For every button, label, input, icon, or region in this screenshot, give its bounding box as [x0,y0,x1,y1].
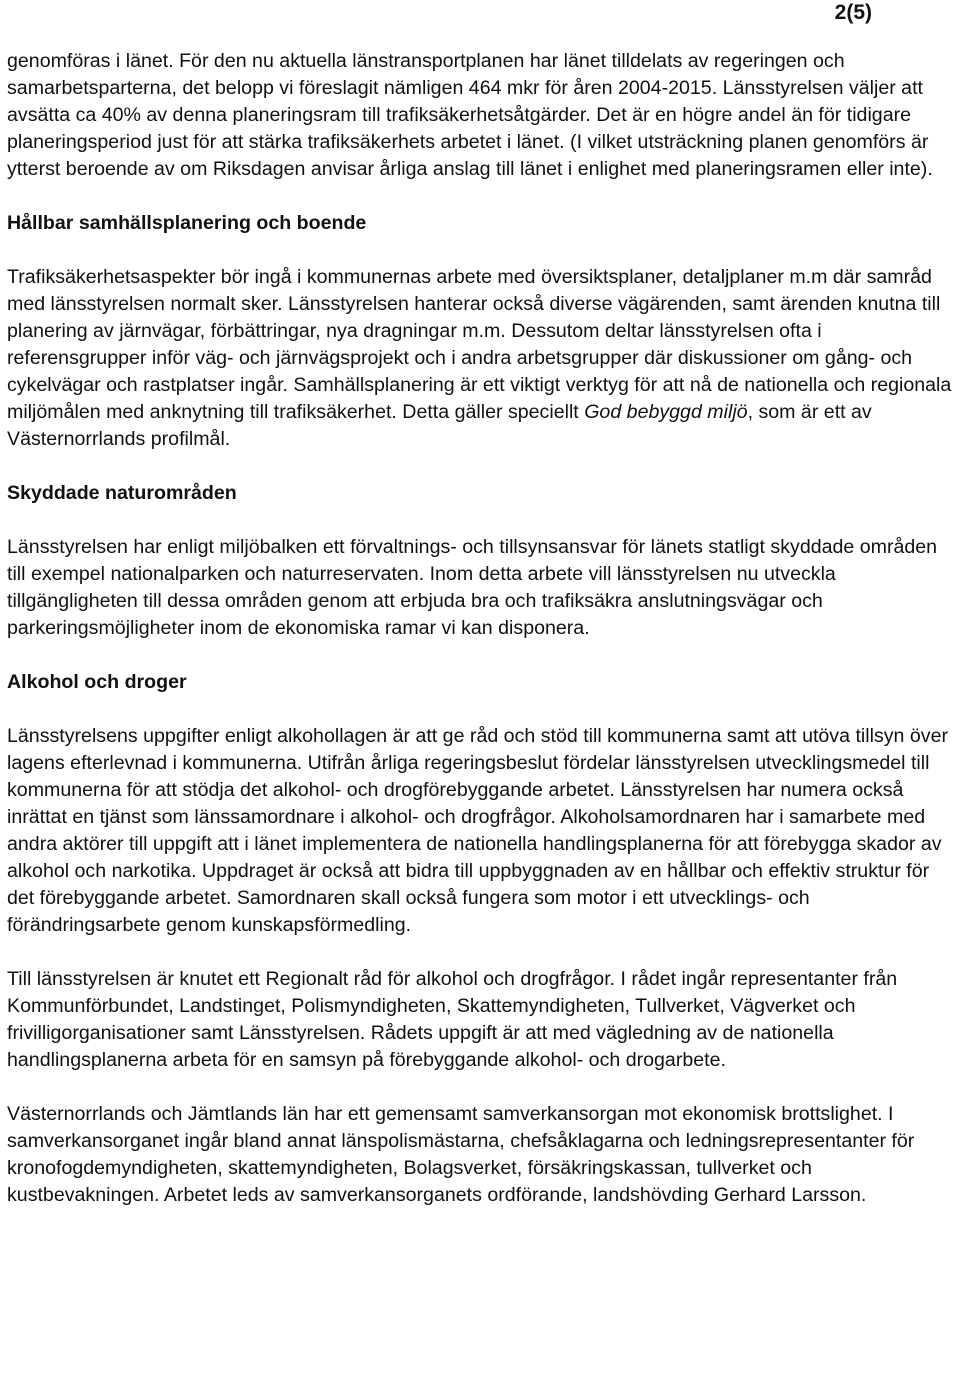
intro-paragraph: genomföras i länet. För den nu aktuella länstransportplanen har länet tilldelats av regeringen och samarbetsparterna, det belopp vi föreslagit nämligen 464 mkr för åren 2004-2015. Länsstyrelsen väljer att avsätta ca 40% av denna planeringsram till trafiksäkerhetsåtgärder. Det är en högre andel än för tidigare planeringsperiod just för att stärka trafiksäkerhets arbetet i länet. (I vilket utsträckning planen genomförs är ytterst beroende av om Riksdagen anvisar årliga anslag till länet i enlighet med planeringsramen eller inte). [7,50,933,180]
section2-paragraph: Länsstyrelsen har enligt miljöbalken ett förvaltnings- och tillsynsansvar för länets statligt skyddade områden till exempel nationalparken och naturreservaten. Inom detta arbete vill länsstyrelsen nu utveckla tillgängligheten till dessa områden genom att erbjuda bra och trafiksäkra anslutningsvägar och parkeringsmöjligheter inom de ekonomiska ramar vi kan disponera. [7,536,938,639]
section1-paragraph [7,264,957,453]
section-heading-hallbar-samhallsplanering: Hållbar samhällsplanering och boende [7,212,367,234]
section3-paragraph-3: Västernorrlands och Jämtlands län har ett gemensamt samverkansorgan mot ekonomisk brottslighet. I samverkansorganet ingår bland annat länspolismästarna, chefsåklagarna och ledningsrepresentanter för kronofogdemyndigheten, skattemyndigheten, Bolagsverket, försäkringskassan, tullverket och kustbevakningen. Arbetet leds av samverkansorganets ordförande, landshövding Gerhard Larsson. [7,1103,915,1206]
section3-paragraph-2: Till länsstyrelsen är knutet ett Regionalt råd för alkohol och drogfrågor. I rådet ingår representanter från Kommunförbundet, Landstinget, Polismyndigheten, Skattemyndigheten, Tullverket, Vägverket och frivilligorganisationer samt Länsstyrelsen. Rådets uppgift är att med vägledning av de nationella handlingsplanerna arbeta för en samsyn på förebyggande alkohol- och drogarbete. [7,968,898,1071]
section-heading-skyddade-naturomraden: Skyddade naturområden [7,482,237,504]
section1-italic-term: God bebyggd miljö [584,401,748,423]
section1-text-before: Trafiksäkerhetsaspekter bör ingå i kommunernas arbete med översiktsplaner, detaljplaner m.m där samråd med länsstyrelsen normalt sker. Länsstyrelsen hanterar också diverse vägärenden, samt ärenden knutna till planering av järnvägar, förbättringar, nya dragningar m.m. Dessutom deltar länsstyrelsen ofta i referensgrupper inför väg- och järnvägsprojekt och i andra arbetsgrupper där diskussioner om gång- och cykelvägar och rastplatser ingår. Samhällsplanering är ett viktigt verktyg för att nå de nationella och regionala miljömålen med anknytning till trafiksäkerhet. Detta gäller speciellt [7,266,952,423]
document-body [7,48,957,1209]
page-number: 2(5) [834,1,872,24]
section1-text-after: , som är ett av Västernorrlands profilmål. [7,401,872,450]
section3-paragraph-1: Länsstyrelsens uppgifter enligt alkohollagen är att ge råd och stöd till kommunerna samt att utöva tillsyn över lagens efterlevnad i kommunerna. Utifrån årliga regeringsbeslut fördelar länsstyrelsen utvecklingsmedel till kommunerna för att stödja det alkohol- och drogförebyggande arbetet. Länsstyrelsen har numera också inrättat en tjänst som länssamordnare i alkohol- och drogfrågor. Alkoholsamordnaren har i samarbete med andra aktörer till uppgift att i länet implementera de nationella handlingsplanerna för att förebygga skador av alkohol och narkotika. Uppdraget är också att bidra till uppbyggnaden av en hållbar och effektiv struktur för det förebyggande arbetet. Samordnaren skall också fungera som motor i ett utvecklings- och förändringsarbete genom kunskapsförmedling. [7,725,948,936]
section-heading-alkohol-och-droger: Alkohol och droger [7,671,187,693]
